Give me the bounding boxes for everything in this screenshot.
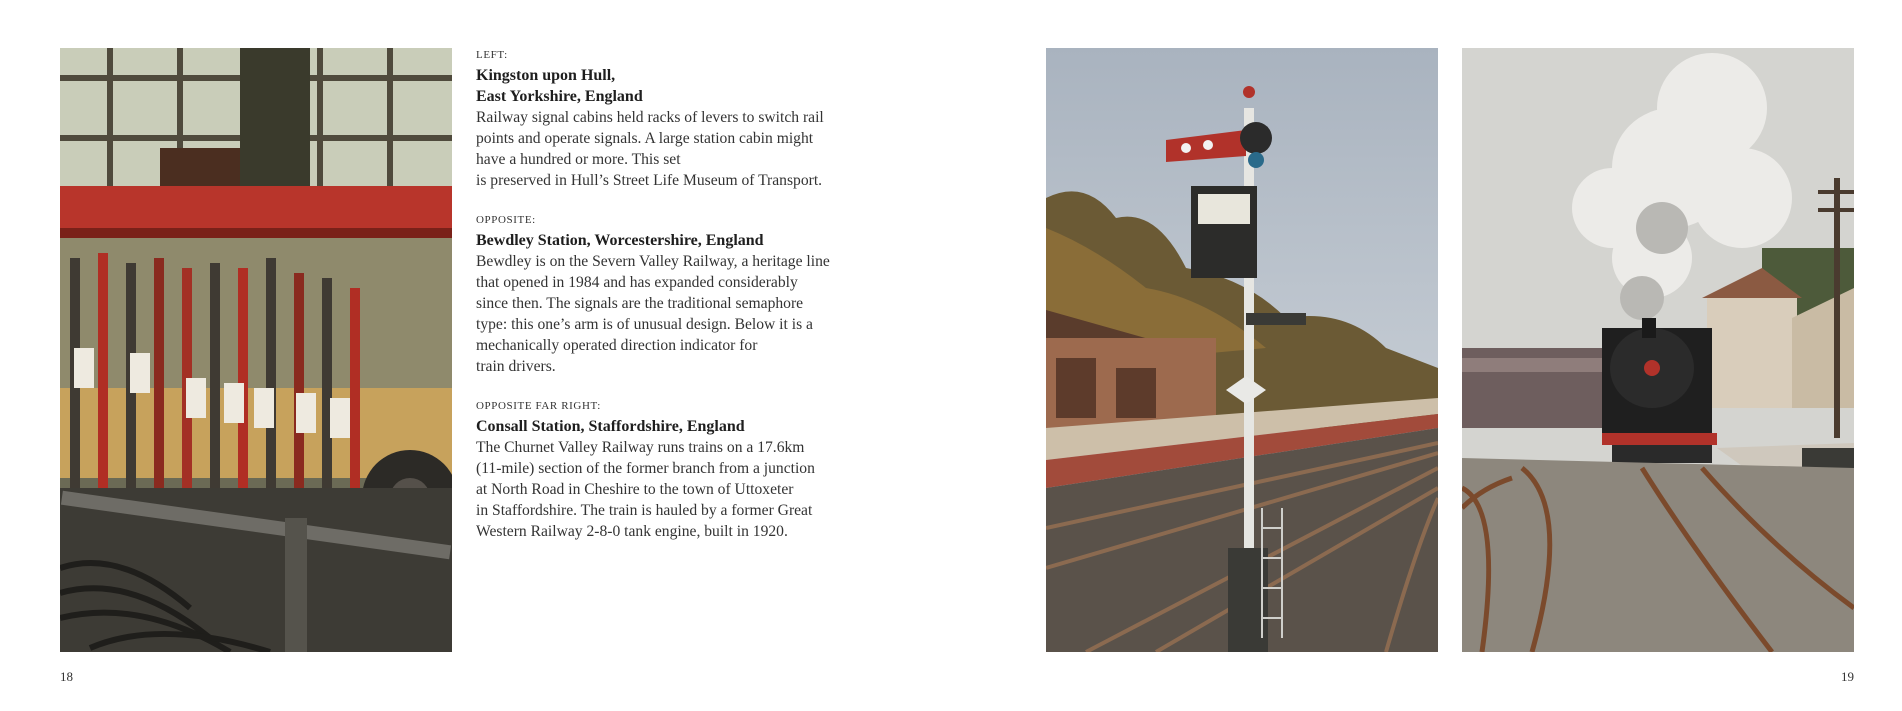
caption-body-line: have a hundred or more. This set	[476, 151, 681, 168]
caption-title-line: Kingston upon Hull,	[476, 67, 616, 84]
caption-body	[476, 251, 886, 377]
caption-body-line: train drivers.	[476, 358, 556, 375]
caption-title	[476, 230, 886, 251]
caption-body-line: that opened in 1984 and has expanded considerably	[476, 274, 798, 291]
caption-body-line: points and operate signals. A large station cabin might	[476, 130, 814, 147]
signal-levers-photo	[60, 48, 452, 652]
caption-body-line: (11-mile) section of the former branch from a junction	[476, 460, 815, 477]
semaphore-signal-photo	[1046, 48, 1438, 652]
caption-title-line: East Yorkshire, England	[476, 88, 643, 105]
caption-opposite	[476, 213, 886, 377]
caption-title	[476, 65, 886, 107]
caption-body-line: mechanically operated direction indicator for	[476, 337, 758, 354]
caption-body-line: The Churnet Valley Railway runs trains on a 17.6km	[476, 439, 805, 456]
page-number-left: 18	[60, 669, 73, 684]
caption-body-line: Western Railway 2-8-0 tank engine, built in 1920.	[476, 523, 788, 540]
steam-train-photo	[1462, 48, 1854, 652]
caption-label: LEFT:	[476, 49, 508, 61]
caption-body-line: type: this one’s arm is of unusual design. Below it is a	[476, 316, 813, 333]
page-number-right: 19	[1841, 669, 1854, 684]
caption-body	[476, 107, 886, 191]
caption-label: OPPOSITE:	[476, 214, 536, 226]
caption-body-line: since then. The signals are the traditional semaphore	[476, 295, 804, 312]
caption-body	[476, 437, 886, 542]
captions-column	[476, 48, 886, 564]
caption-label: OPPOSITE FAR RIGHT:	[476, 400, 601, 412]
caption-title-line: Consall Station, Staffordshire, England	[476, 418, 745, 435]
caption-body-line: Bewdley is on the Severn Valley Railway, a heritage line	[476, 253, 830, 270]
caption-opposite-far-right	[476, 399, 886, 542]
caption-left	[476, 48, 886, 191]
caption-body-line: Railway signal cabins held racks of levers to switch rail	[476, 109, 824, 126]
caption-title	[476, 416, 886, 437]
caption-body-line: in Staffordshire. The train is hauled by a former Great	[476, 502, 813, 519]
caption-body-line: at North Road in Cheshire to the town of Uttoxeter	[476, 481, 794, 498]
caption-body-line: is preserved in Hull’s Street Life Museum of Transport.	[476, 172, 823, 189]
caption-title-line: Bewdley Station, Worcestershire, England	[476, 232, 764, 249]
